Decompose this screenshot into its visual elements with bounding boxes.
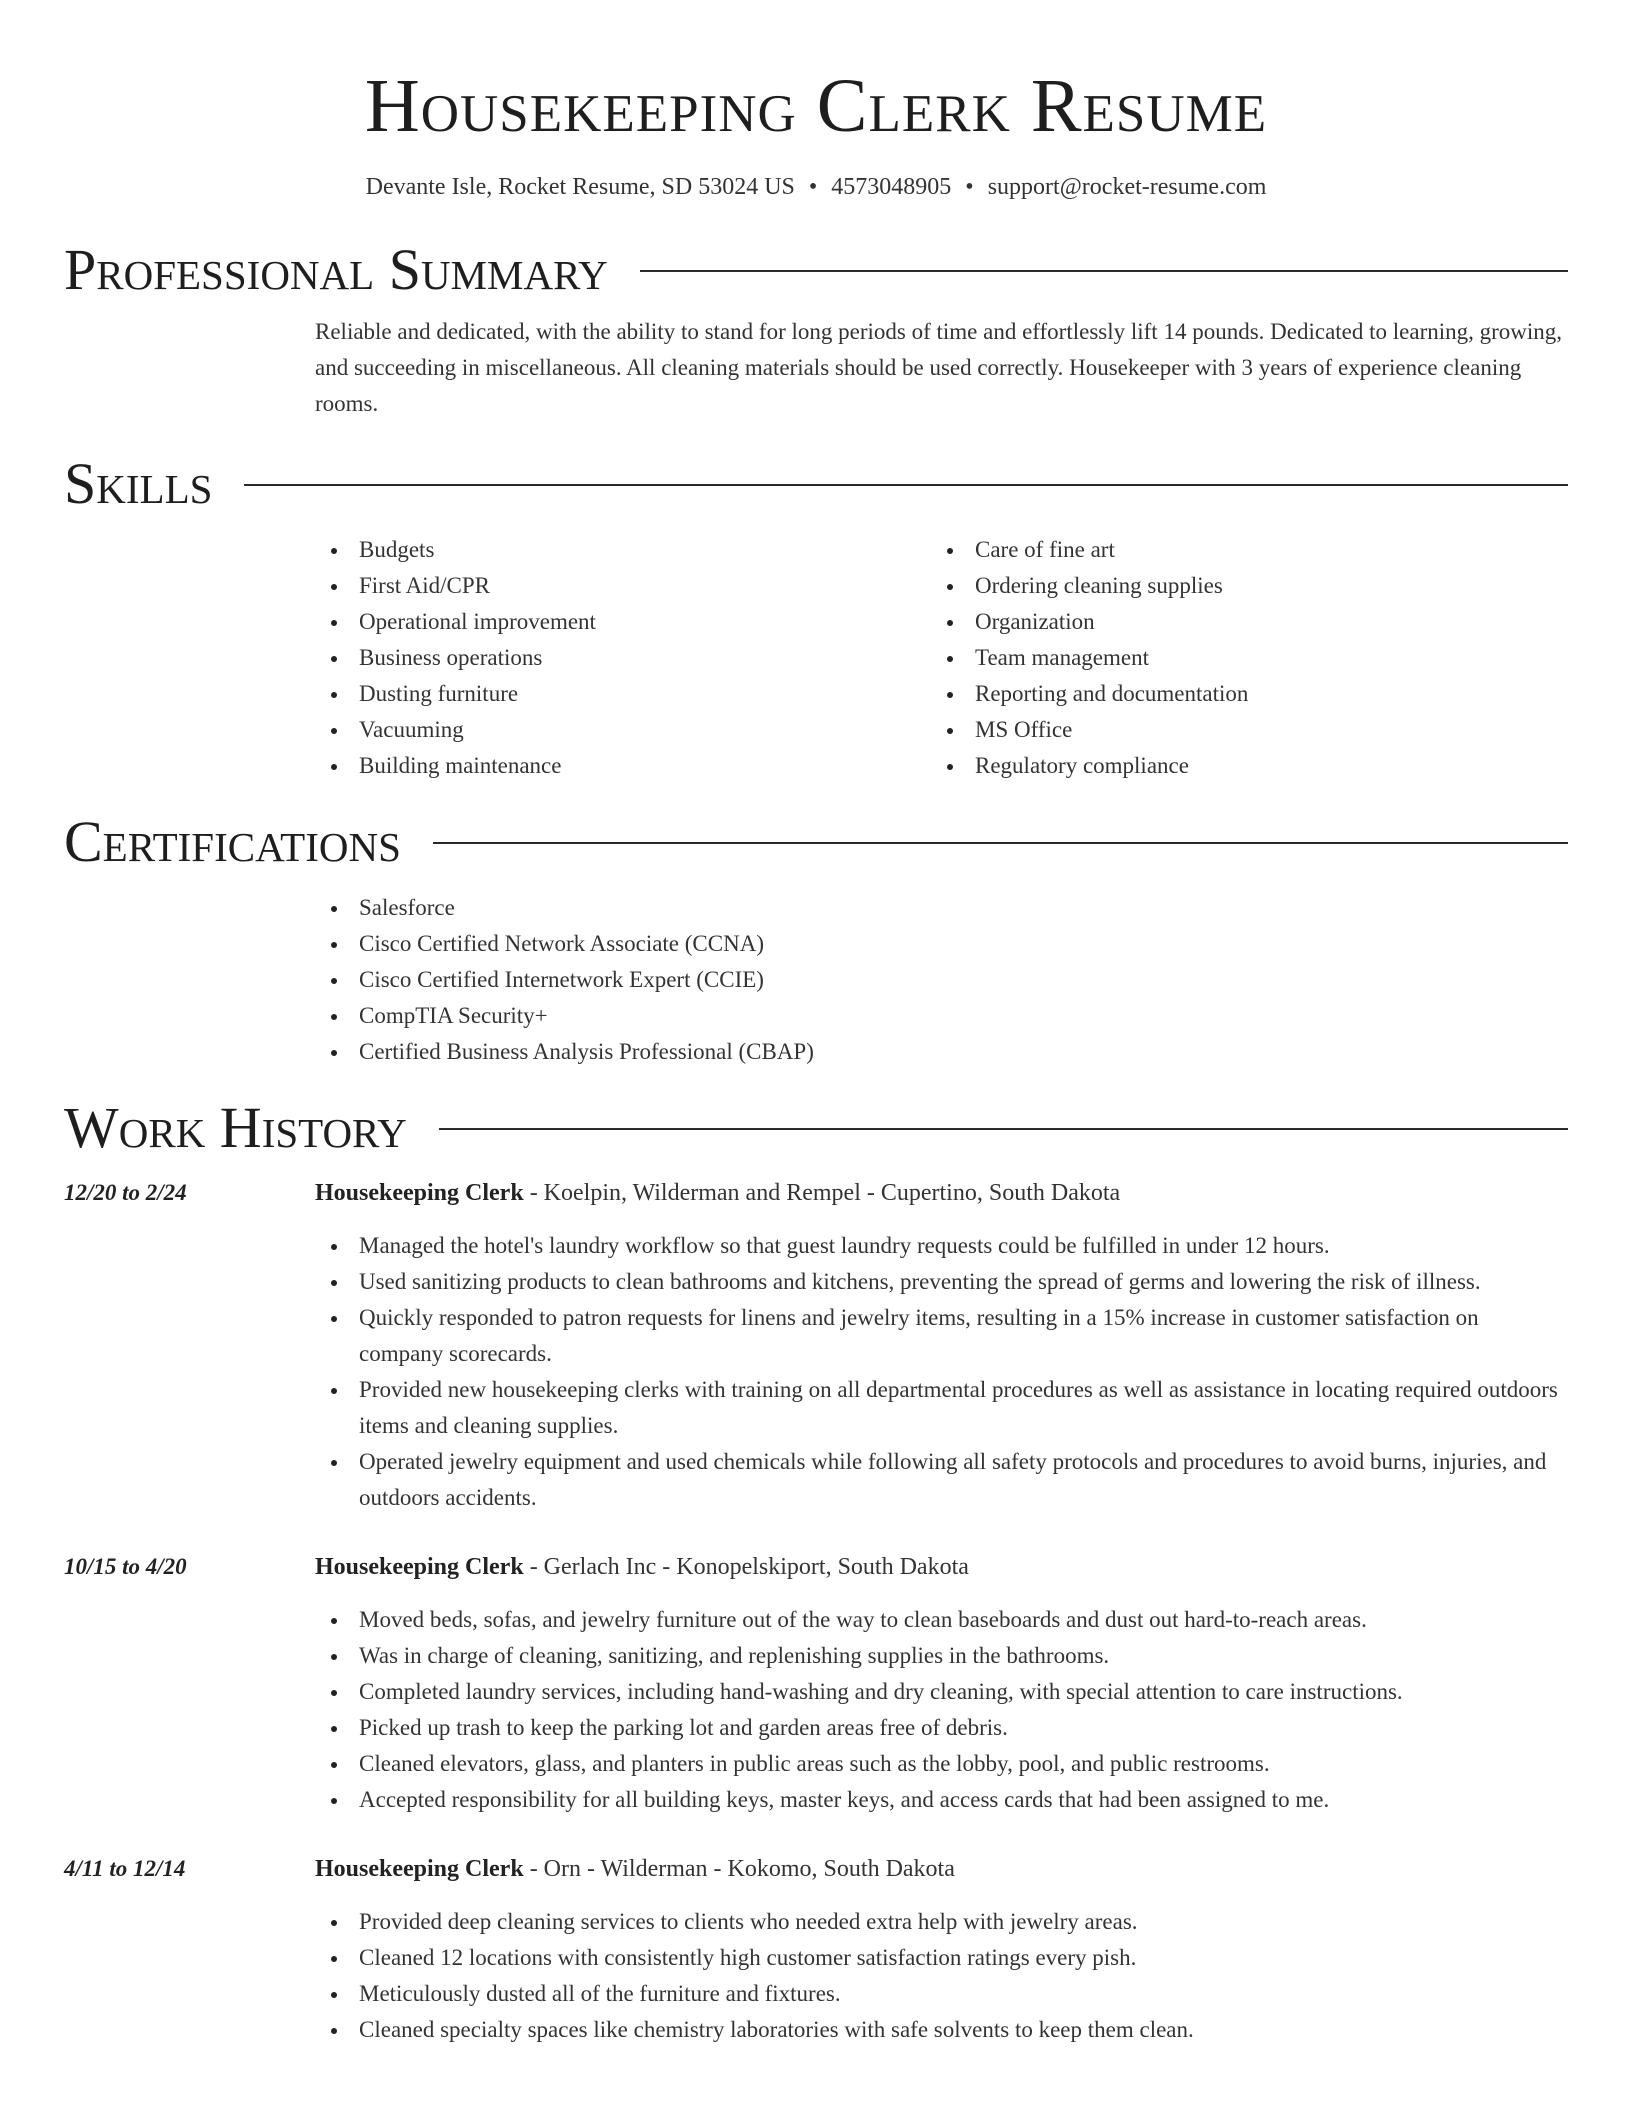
contact-email: support@rocket-resume.com [987,174,1267,200]
certification-item: CompTIA Security+ [315,998,1568,1034]
certification-item: Cisco Certified Network Associate (CCNA) [315,926,1568,962]
summary-body [315,314,1568,422]
certifications-list [315,890,1568,1070]
contact-separator: • [808,174,818,200]
job-dates: 10/15 to 4/20 [64,1554,187,1579]
skill-item: Reporting and documentation [931,676,1547,712]
skill-item: Building maintenance [315,748,931,784]
job-employer: - Orn - Wilderman - Kokomo, South Dakota [523,1856,955,1882]
skill-item: MS Office [931,712,1547,748]
job-main [315,1852,1568,2048]
skill-item: Care of fine art [931,532,1547,568]
skill-item: Regulatory compliance [931,748,1547,784]
job-bullet: Quickly responded to patron requests for linens and jewelry items, resulting in a 15% increase in customer satisfaction on company scorecards. [315,1300,1568,1372]
certification-item: Cisco Certified Internetwork Expert (CCIE) [315,962,1568,998]
skills-list-left [315,532,931,784]
job-bullet: Cleaned specialty spaces like chemistry laboratories with safe solvents to keep them clean. [315,2012,1568,2048]
job-bullet: Cleaned elevators, glass, and planters in public areas such as the lobby, pool, and public restrooms. [315,1746,1568,1782]
section-divider [244,484,1568,486]
job-dates: 12/20 to 2/24 [64,1180,187,1205]
job-bullet: Was in charge of cleaning, sanitizing, and replenishing supplies in the bathrooms. [315,1638,1568,1674]
skills-section-header [64,452,1568,516]
job-bullet: Used sanitizing products to clean bathrooms and kitchens, preventing the spread of germs and lowering the risk of illness. [315,1264,1568,1300]
certification-item: Salesforce [315,890,1568,926]
job-bullet: Moved beds, sofas, and jewelry furniture out of the way to clean baseboards and dust out hard-to-reach areas. [315,1602,1568,1638]
certifications-heading: Certifications [64,809,401,874]
job-title-line [315,1852,1568,1886]
job-bullet: Meticulously dusted all of the furniture and fixtures. [315,1976,1568,2012]
job-dates: 4/11 to 12/14 [64,1856,186,1881]
job-entry [64,1852,1568,2048]
job-bullet: Completed laundry services, including hand-washing and dry cleaning, with special attention to care instructions. [315,1674,1568,1710]
section-divider [640,270,1568,272]
certifications-section-header [64,810,1568,874]
resume-title: Housekeeping Clerk Resume [364,64,1268,148]
skill-item: Team management [931,640,1547,676]
job-bullets [315,1602,1568,1818]
job-title-line [315,1176,1568,1210]
job-main [315,1550,1568,1818]
skills-grid [315,532,1568,784]
work-history-heading: Work History [64,1095,407,1160]
job-bullets [315,1904,1568,2048]
job-entry [64,1176,1568,1516]
work-history-section-header [64,1096,1568,1160]
summary-heading: Professional Summary [64,237,608,302]
section-divider [439,1128,1568,1130]
resume-page [64,0,1568,2048]
job-employer: - Koelpin, Wilderman and Rempel - Cupertino, South Dakota [523,1180,1121,1206]
skill-item: Operational improvement [315,604,931,640]
job-bullet: Operated jewelry equipment and used chemicals while following all safety protocols and procedures to avoid burns, injuries, and outdoors accidents. [315,1444,1568,1516]
job-bullets [315,1228,1568,1516]
contact-phone: 4573048905 [831,174,952,200]
job-bullet: Accepted responsibility for all building keys, master keys, and access cards that had been assigned to me. [315,1782,1568,1818]
contact-line [64,172,1568,202]
job-role: Housekeeping Clerk [315,1554,524,1580]
job-title-line [315,1550,1568,1584]
job-bullet: Managed the hotel's laundry workflow so that guest laundry requests could be fulfilled in under 12 hours. [315,1228,1568,1264]
skill-item: Organization [931,604,1547,640]
skill-item: Dusting furniture [315,676,931,712]
summary-section-header [64,238,1568,302]
skill-item: Budgets [315,532,931,568]
job-main [315,1176,1568,1516]
job-bullet: Provided deep cleaning services to clients who needed extra help with jewelry areas. [315,1904,1568,1940]
skill-item: First Aid/CPR [315,568,931,604]
job-entry [64,1550,1568,1818]
job-role: Housekeeping Clerk [315,1856,524,1882]
skill-item: Ordering cleaning supplies [931,568,1547,604]
certification-item: Certified Business Analysis Professional (CBAP) [315,1034,1568,1070]
contact-address: Devante Isle, Rocket Resume, SD 53024 US [365,174,795,200]
job-role: Housekeeping Clerk [315,1180,524,1206]
skill-item: Vacuuming [315,712,931,748]
summary-text: Reliable and dedicated, with the ability to stand for long periods of time and effortlessly lift 14 pounds. Dedicated to learning, growing, and succeeding in miscellaneous. All cleaning materials should be used correctly. Housekeeper with 3 years of experience cleaning rooms. [315,319,1563,416]
skills-list-right [931,532,1547,784]
section-divider [433,842,1568,844]
skill-item: Business operations [315,640,931,676]
job-bullet: Picked up trash to keep the parking lot and garden areas free of debris. [315,1710,1568,1746]
job-bullet: Cleaned 12 locations with consistently high customer satisfaction ratings every pish. [315,1940,1568,1976]
skills-heading: Skills [64,451,213,516]
contact-separator: • [965,174,974,200]
job-employer: - Gerlach Inc - Konopelskiport, South Dakota [523,1554,969,1580]
certifications-body [315,890,1568,1070]
job-bullet: Provided new housekeeping clerks with training on all departmental procedures as well as assistance in locating required outdoors items and cleaning supplies. [315,1372,1568,1444]
